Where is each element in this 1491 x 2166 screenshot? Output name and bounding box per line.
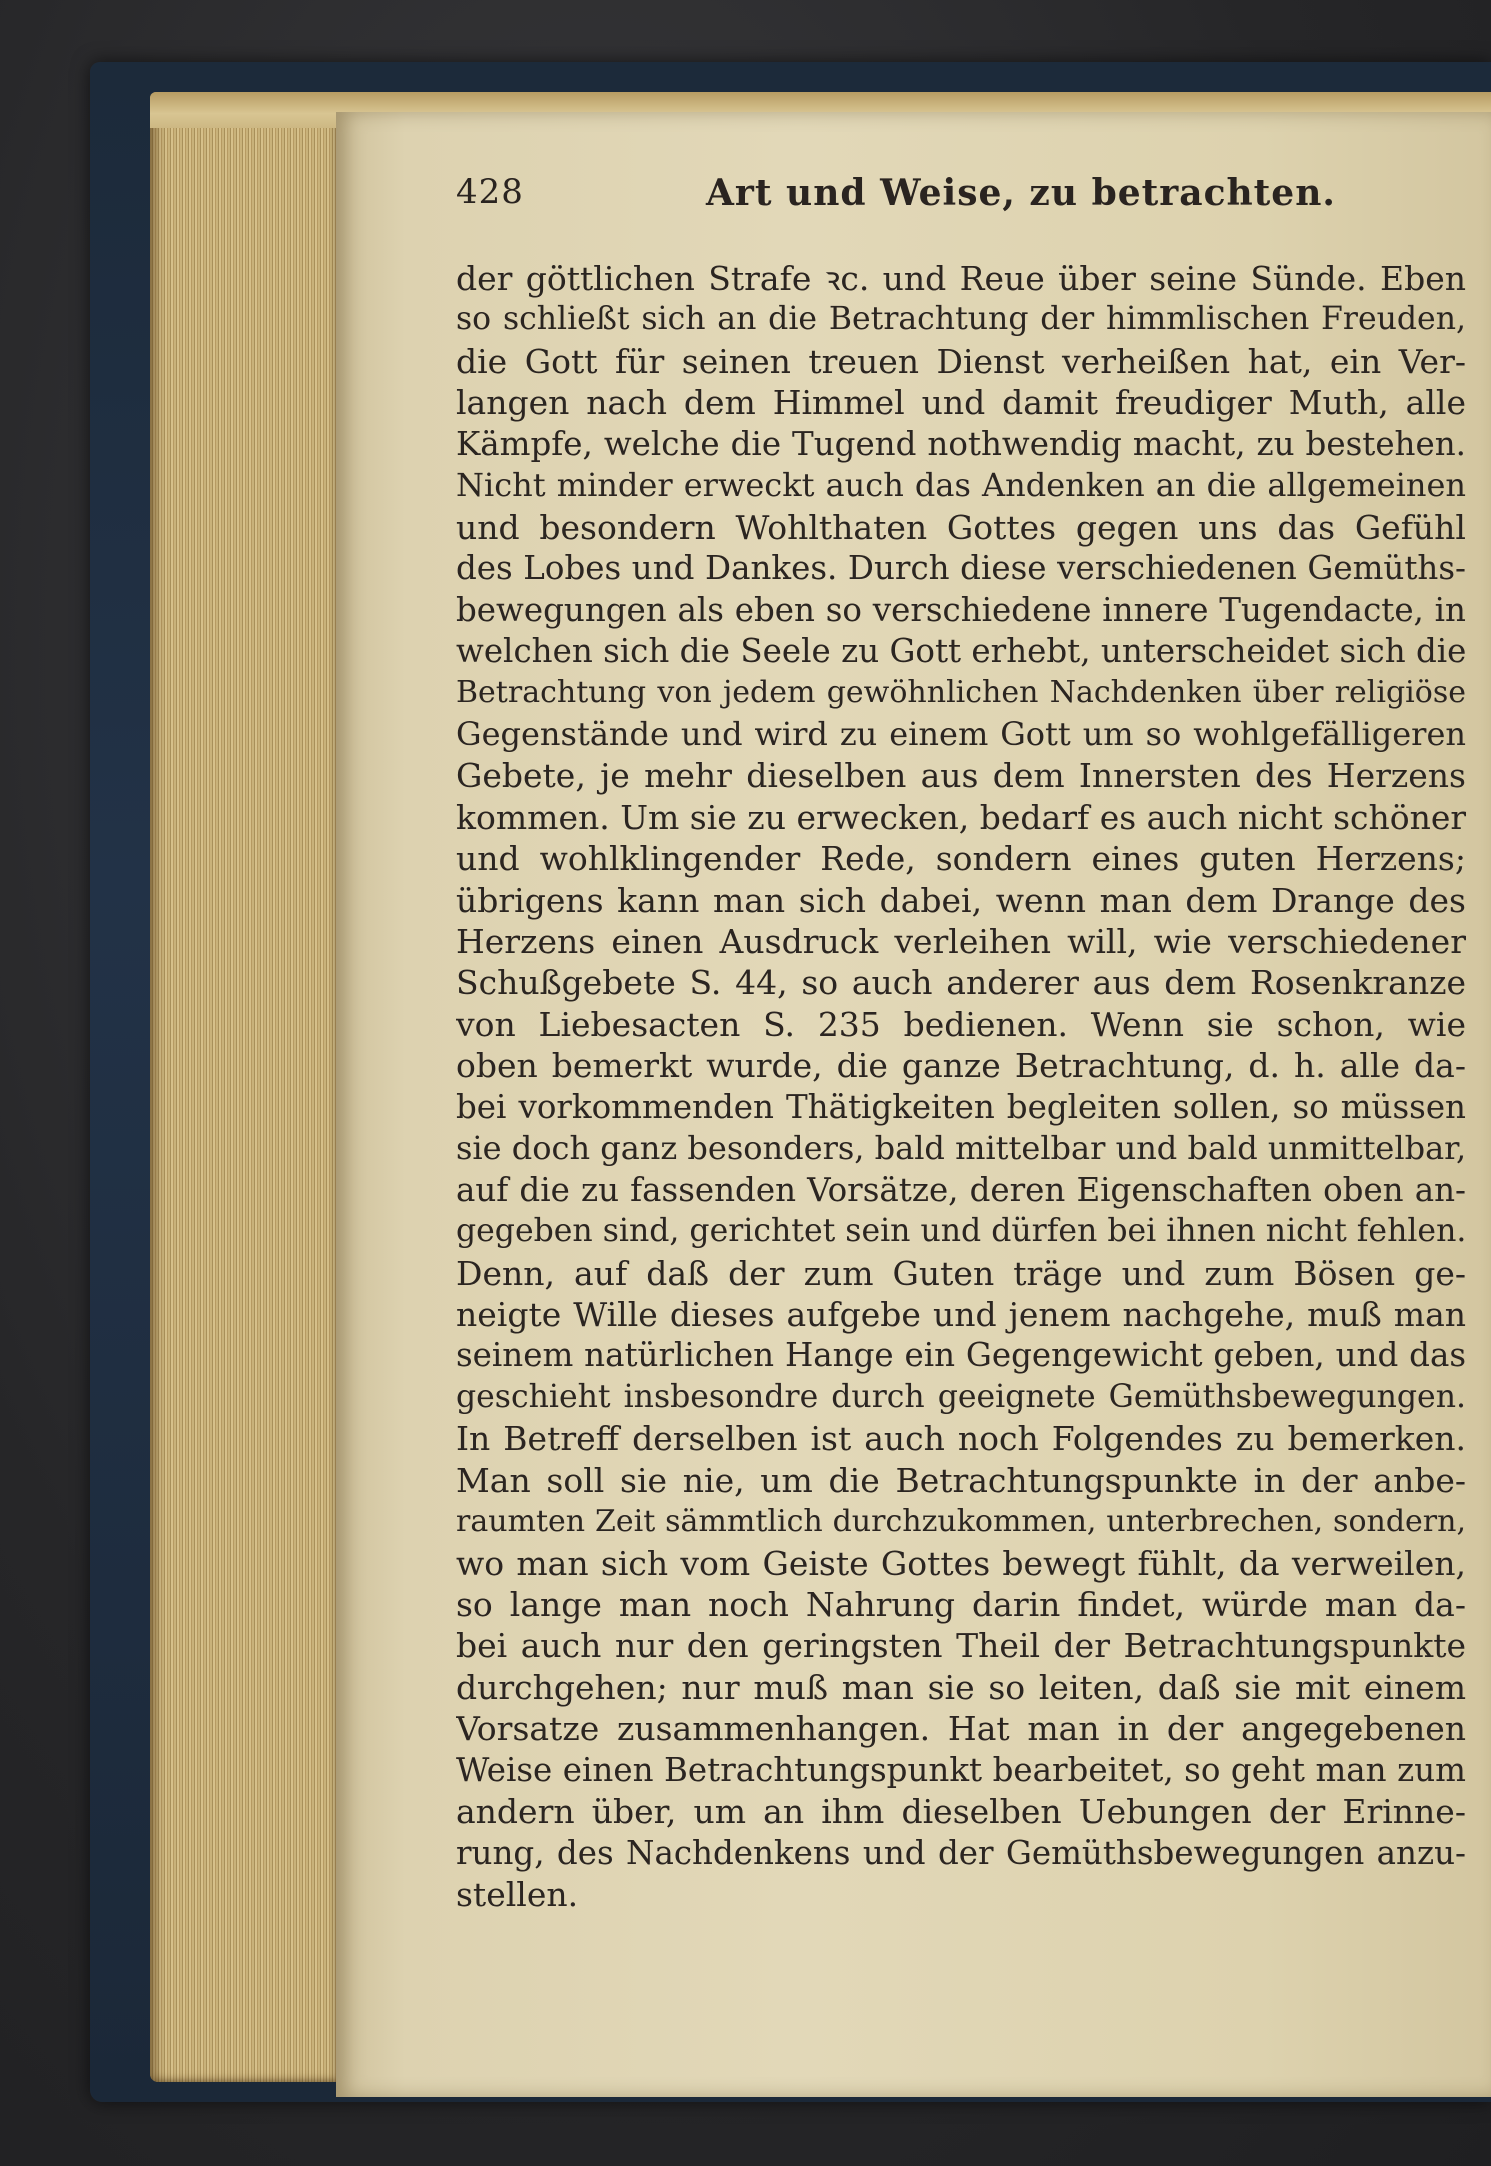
text-line: welchen sich die Seele zu Gott erhebt, unterscheidet sich die (456, 631, 1466, 670)
text-line: bei auch nur den geringsten Theil der Betrachtungspunkte (456, 1626, 1466, 1666)
text-line: so schließt sich an die Betrachtung der himmlischen Freuden, (456, 301, 1466, 338)
text-line: und besondern Wohlthaten Gottes gegen uns das Gefühl (456, 507, 1466, 547)
text-line: wo man sich vom Geiste Gottes bewegt fühlt, da verweilen, (456, 1543, 1466, 1583)
text-line: sie doch ganz besonders, bald mittelbar und bald unmittelbar, (456, 1129, 1466, 1168)
page-header (456, 172, 1336, 222)
text-line: durchgehen; nur muß man sie so leiten, daß sie mit einem (456, 1667, 1466, 1707)
text-line: Herzens einen Ausdruck verleihen will, wie verschiedener (456, 922, 1466, 961)
text-line: die Gott für seinen treuen Dienst verheißen hat, ein Ver- (456, 341, 1466, 381)
text-line: Betrachtung von jedem gewöhnlichen Nachdenken über religiöse (456, 675, 1466, 711)
text-line: kommen. Um sie zu erwecken, bedarf es auch nicht schöner (456, 797, 1466, 837)
text-line: stellen. (456, 1875, 579, 1915)
text-line: rung, des Nachdenkens und der Gemüthsbewegungen anzu- (456, 1833, 1466, 1872)
text-line: Kämpfe, welche die Tugend nothwendig macht, zu bestehen. (456, 424, 1466, 463)
text-line: Gebete, je mehr dieselben aus dem Innersten des Herzens (456, 756, 1466, 796)
text-line: von Liebesacten S. 235 bedienen. Wenn sie schon, wie (456, 1004, 1466, 1044)
text-line: Weise einen Betrachtungspunkt bearbeitet, so geht man zum (456, 1750, 1466, 1789)
body-text (456, 258, 1466, 1916)
text-line: bei vorkommenden Thätigkeiten begleiten sollen, so müssen (456, 1087, 1466, 1126)
page-edges (150, 92, 340, 2082)
text-line: des Lobes und Dankes. Durch diese verschiedenen Gemüths- (456, 549, 1466, 588)
text-line: übrigens kann man sich dabei, wenn man dem Drange des (456, 880, 1466, 920)
text-line: Nicht minder erweckt auch das Andenken an die allgemeinen (456, 466, 1466, 505)
text-line: Gegenstände und wird zu einem Gott um so wohlgefälligeren (456, 714, 1466, 753)
text-line: bewegungen als eben so verschiedene innere Tugendacte, in (456, 590, 1466, 629)
text-line: neigte Wille dieses aufgebe und jenem nachgehe, muß man (456, 1294, 1466, 1334)
text-line: In Betreff derselben ist auch noch Folgendes zu bemerken. (456, 1419, 1466, 1459)
text-line: der göttlichen Strafe ꝛc. und Reue über seine Sünde. Eben (456, 259, 1466, 298)
text-line: so lange man noch Nahrung darin findet, würde man da- (456, 1585, 1466, 1624)
text-line: raumten Zeit sämmtlich durchzukommen, unterbrechen, sondern, (456, 1504, 1466, 1540)
text-line: Vorsatze zusammenhangen. Hat man in der angegebenen (456, 1709, 1466, 1749)
text-line: seinem natürlichen Hange ein Gegengewicht geben, und das (456, 1336, 1466, 1375)
text-line: gegeben sind, gerichtet sein und dürfen bei ihnen nicht fehlen. (456, 1213, 1466, 1250)
text-line: Denn, auf daß der zum Guten träge und zum Bösen ge- (456, 1253, 1466, 1293)
text-line: andern über, um an ihm dieselben Uebungen der Erinne- (456, 1792, 1466, 1832)
text-line: auf die zu fassenden Vorsätze, deren Eigenschaften oben an- (456, 1170, 1466, 1209)
text-line: Schußgebete S. 44, so auch anderer aus dem Rosenkranze (456, 963, 1466, 1003)
text-line: geschieht insbesondre durch geeignete Gemüthsbewegungen. (456, 1378, 1466, 1415)
text-line: Man soll sie nie, um die Betrachtungspunkte in der anbe- (456, 1460, 1466, 1500)
text-line: oben bemerkt wurde, die ganze Betrachtung, d. h. alle da- (456, 1046, 1466, 1086)
text-line: und wohlklingender Rede, sondern eines guten Herzens; (456, 839, 1466, 879)
running-title: Art und Weise, zu betrachten. (706, 172, 1336, 214)
text-line: langen nach dem Himmel und damit freudiger Muth, alle (456, 383, 1466, 423)
page-number: 428 (456, 172, 524, 212)
